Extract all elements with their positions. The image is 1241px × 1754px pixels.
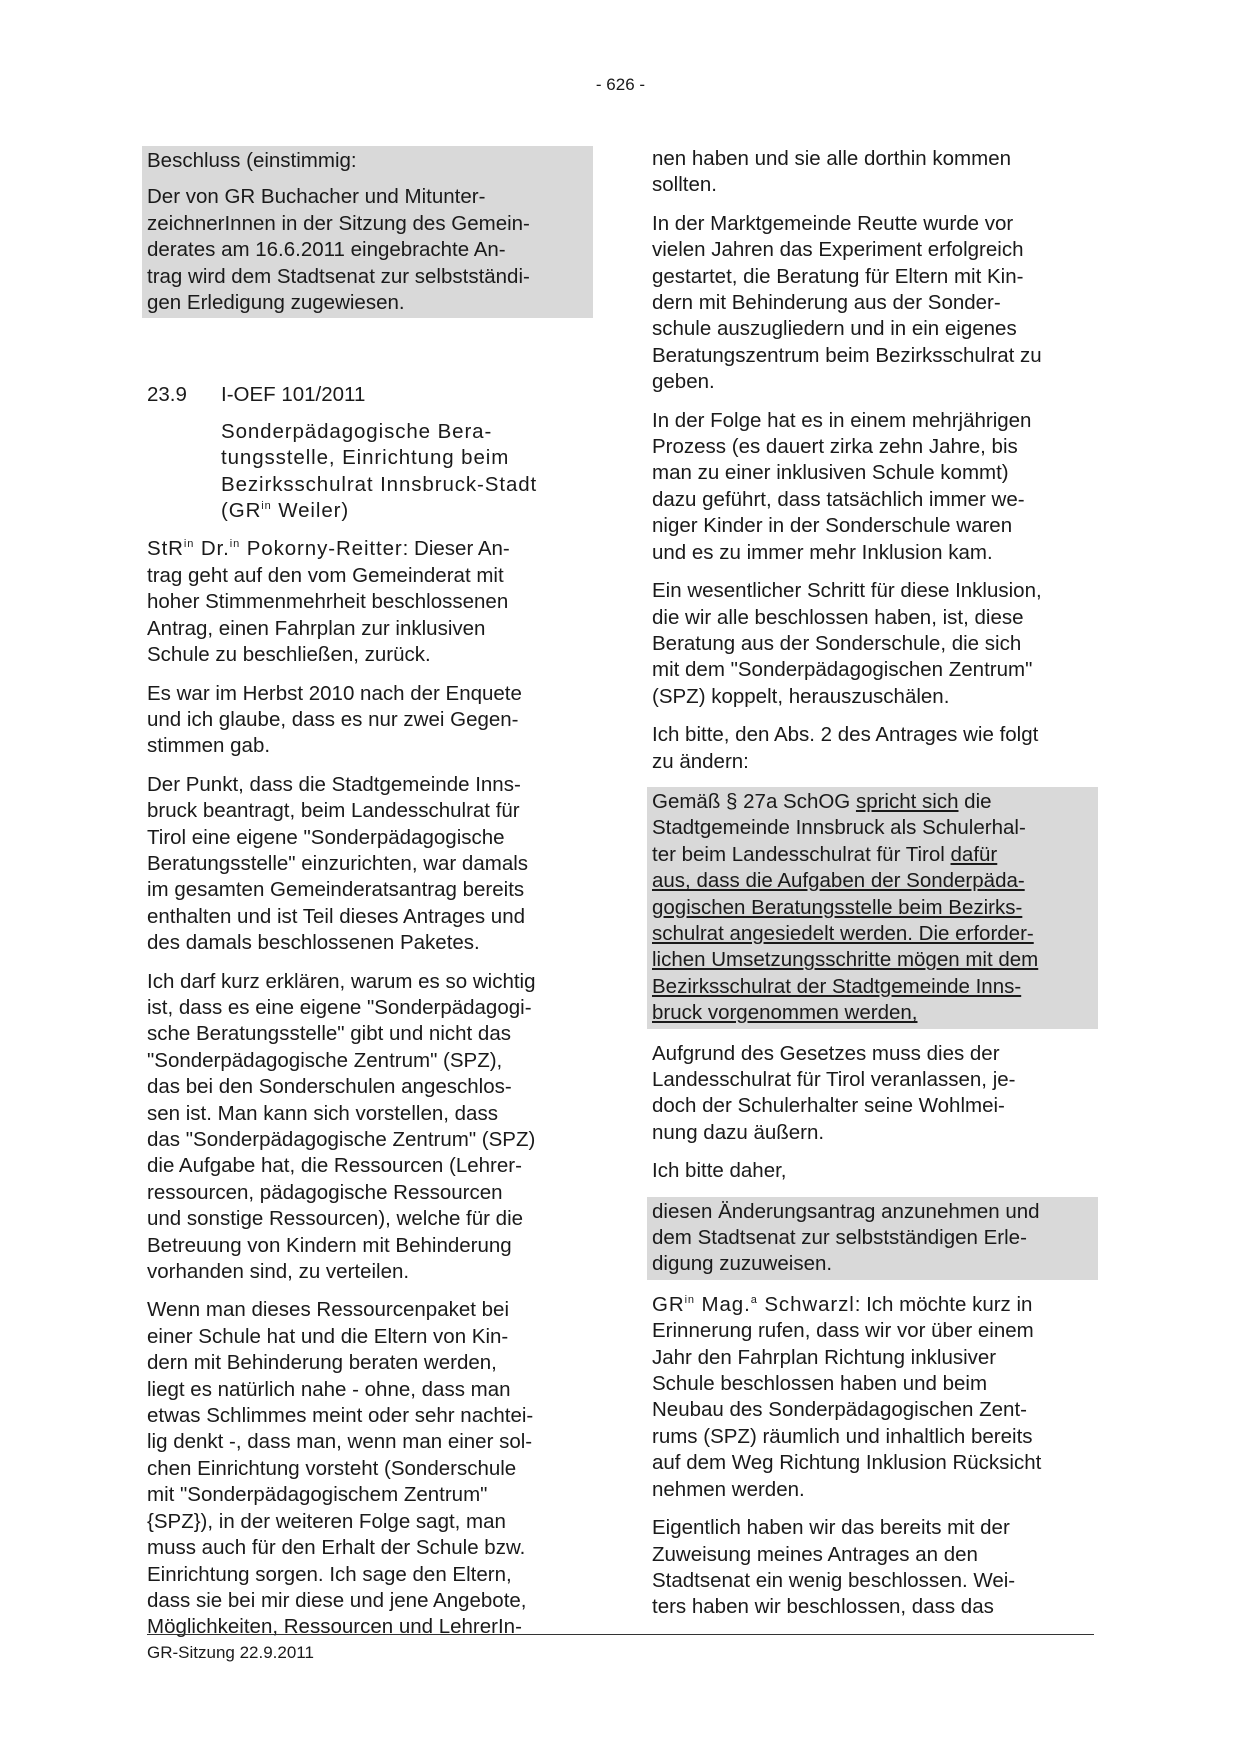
text-line: Ein wesentlicher Schritt für diese Inklusion, <box>652 579 1042 603</box>
text-line: gestartet, die Beratung für Eltern mit Kin- <box>652 264 1024 288</box>
text-line: nung dazu äußern. <box>652 1120 825 1144</box>
text-line: dern mit Behinderung aus der Sonder- <box>652 291 1001 315</box>
text-line: Tirol eine eigene "Sonderpädagogische <box>147 825 505 849</box>
text-line: (SPZ) koppelt, herauszuschälen. <box>652 684 950 708</box>
text-line: stimmen gab. <box>147 734 271 758</box>
decision-box <box>142 146 593 318</box>
text-line: vorhanden sind, zu verteilen. <box>147 1260 410 1284</box>
paragraph <box>652 211 1094 396</box>
paragraph <box>652 578 1094 710</box>
footer-text: GR-Sitzung 22.9.2011 <box>147 1643 314 1662</box>
text-line: sche Beratungsstelle" gibt und nicht das <box>147 1022 511 1046</box>
underlined-line: schulrat angesiedelt werden. Die erforder- <box>652 921 1034 945</box>
text-line: muss auch für den Erhalt der Schule bzw. <box>147 1536 526 1560</box>
text-line: liegt es natürlich nahe - ohne, dass man <box>147 1377 511 1401</box>
text-line: Beratung aus der Sonderschule, die sich <box>652 631 1022 655</box>
title-line: Sonderpädagogische Bera- <box>221 419 493 443</box>
text-line: trag wird dem Stadtsenat zur selbstständi- <box>147 264 530 288</box>
text-line: doch der Schulerhalter seine Wohlmei- <box>652 1094 1005 1118</box>
text-line: digung zuzuweisen. <box>652 1252 833 1276</box>
speaker-name: StR$^{in}$ Dr.$^{in}$ Pokorny-Reitter <box>147 537 403 561</box>
text-line: schule auszugliedern und in ein eigenes <box>652 317 1017 341</box>
text-line: Gemäß § 27a SchOG spricht sich die <box>652 789 992 813</box>
text-line: Der von GR Buchacher und Mitunter- <box>147 185 486 209</box>
text-line: bruck beantragt, beim Landesschulrat für <box>147 799 520 823</box>
decision-label: Beschluss (einstimmig: <box>147 149 357 172</box>
title-line: tungsstelle, Einrichtung beim <box>221 446 510 470</box>
text-line: hoher Stimmenmehrheit beschlossenen <box>147 590 509 614</box>
text-line: das "Sonderpädagogische Zentrum" (SPZ) <box>147 1128 536 1151</box>
underlined-line: gogischen Beratungsstelle beim Bezirks- <box>652 895 1023 919</box>
text-line: dazu geführt, dass tatsächlich immer we- <box>652 487 1025 511</box>
paragraph <box>147 969 589 1286</box>
text-line: Stadtgemeinde Innsbruck als Schulerhal- <box>652 816 1026 840</box>
text-line: {SPZ}), in der weiteren Folge sagt, man <box>147 1509 506 1533</box>
speaker-name: $GR^{in}$ Mag.$^a$ Schwarzl <box>652 1292 855 1316</box>
text-line: Es war im Herbst 2010 nach der Enquete <box>147 681 522 705</box>
paragraph <box>147 681 589 760</box>
amendment-box <box>647 787 1098 1029</box>
left-column <box>147 146 589 1653</box>
text-line: Beratungsstelle" einzurichten, war damals <box>147 851 529 875</box>
agenda-item-header <box>147 382 589 408</box>
text-line: gen Erledigung zugewiesen. <box>147 291 405 315</box>
paragraph <box>147 772 589 957</box>
text-line: geben. <box>652 370 715 394</box>
text-line: derates am 16.6.2011 eingebrachte An- <box>147 238 506 262</box>
text-line: Eigentlich haben wir das bereits mit der <box>652 1516 1010 1540</box>
text-line: ter beim Landesschulrat für Tirol dafür <box>652 842 998 866</box>
speaker-line: $GR^{in}$ Mag.$^a$ Schwarzl: Ich möchte kurz in <box>652 1292 1033 1316</box>
text-line: und sonstige Ressourcen), welche für die <box>147 1207 524 1231</box>
footer-divider <box>147 1634 1094 1635</box>
underlined-line: Bezirksschulrat der Stadtgemeinde Inns- <box>652 974 1022 998</box>
text-line: ist, dass es eine eigene "Sonderpädagogi- <box>147 995 532 1019</box>
paragraph <box>652 146 1094 199</box>
underlined-line: bruck vorgenommen werden, <box>652 1001 918 1025</box>
speaker-line: StR$^{in}$ Dr.$^{in}$ Pokorny-Reitter: Dieser An- <box>147 537 510 561</box>
text-line: nen haben und sie alle dorthin kommen <box>652 147 1011 170</box>
text-line: und es zu immer mehr Inklusion kam. <box>652 540 993 564</box>
request-box <box>647 1197 1098 1280</box>
text-line: Betreuung von Kindern mit Behinderung <box>147 1233 512 1257</box>
paragraph <box>652 1515 1094 1621</box>
text-line: lig denkt -, dass man, wenn man einer sol- <box>147 1430 533 1454</box>
text-line: Prozess (es dauert zirka zehn Jahre, bis <box>652 435 1018 459</box>
text-line: nehmen werden. <box>652 1477 805 1501</box>
text-line: Beratungszentrum beim Bezirksschulrat zu <box>652 343 1042 367</box>
text-line: Stadtsenat ein wenig beschlossen. Wei- <box>652 1568 1016 1592</box>
agenda-item-reference: I-OEF 101/2011 <box>221 383 366 407</box>
text-line: Aufgrund des Gesetzes muss dies der <box>652 1041 1000 1065</box>
text-line: Einrichtung sorgen. Ich sage den Eltern, <box>147 1562 512 1586</box>
text-line: chen Einrichtung vorsteht (Sonderschule <box>147 1456 517 1480</box>
paragraph <box>147 1297 589 1640</box>
text-line: des damals beschlossenen Paketes. <box>147 931 480 955</box>
paragraph: Ich bitte daher, <box>652 1159 787 1183</box>
text-line: diesen Änderungsantrag anzunehmen und <box>652 1199 1040 1223</box>
text-line: und ich glaube, dass es nur zwei Gegen- <box>147 707 519 731</box>
text-line: Jahr den Fahrplan Richtung inklusiver <box>652 1345 997 1369</box>
decision-text <box>147 184 589 316</box>
text-line: dern mit Behinderung beraten werden, <box>147 1351 497 1375</box>
text-line: etwas Schlimmes meint oder sehr nachtei- <box>147 1404 534 1428</box>
text-line: Neubau des Sonderpädagogischen Zent- <box>652 1398 1027 1422</box>
text-line: rums (SPZ) räumlich und inhaltlich bereits <box>652 1424 1033 1448</box>
text-line: ressourcen, pädagogische Ressourcen <box>147 1180 503 1204</box>
text-line: einer Schule hat und die Eltern von Kin- <box>147 1324 509 1348</box>
text-line: mit dem "Sonderpädagogischen Zentrum" <box>652 658 1033 682</box>
agenda-item-title <box>221 419 589 525</box>
text-line: zeichnerInnen in der Sitzung des Gemein- <box>147 211 530 235</box>
text-line: Zuweisung meines Antrages an den <box>652 1542 978 1566</box>
text-line: auf dem Weg Richtung Inklusion Rücksicht <box>652 1451 1042 1475</box>
text-line: trag geht auf den vom Gemeinderat mit <box>147 563 504 587</box>
text-line: "Sonderpädagogische Zentrum" (SPZ), <box>147 1048 503 1072</box>
paragraph <box>652 408 1094 566</box>
text-line: die wir alle beschlossen haben, ist, diese <box>652 605 1024 629</box>
right-column <box>652 146 1094 1633</box>
text-line: das bei den Sonderschulen angeschlos- <box>147 1075 512 1099</box>
underlined-line: aus, dass die Aufgaben der Sonderpäda- <box>652 869 1025 893</box>
agenda-item-number: 23.9 <box>147 383 187 407</box>
title-line: ($GR^{in}$ Weiler) <box>221 499 350 523</box>
page-number: - 626 - <box>595 75 646 94</box>
underlined-line: lichen Umsetzungsschritte mögen mit dem <box>652 948 1039 972</box>
text-line: Schule beschlossen haben und beim <box>652 1372 988 1396</box>
text-line: In der Marktgemeinde Reutte wurde vor <box>652 211 1014 235</box>
speech-paragraph <box>147 536 589 668</box>
text-line: im gesamten Gemeinderatsantrag bereits <box>147 878 525 902</box>
text-line: Ich bitte, den Abs. 2 des Antrages wie folgt <box>652 723 1039 747</box>
text-line: Ich darf kurz erklären, warum es so wichtig <box>147 969 536 993</box>
text-line: In der Folge hat es in einem mehrjährigen <box>652 408 1032 432</box>
text-line: dass sie bei mir diese und jene Angebote, <box>147 1588 527 1612</box>
text-line: die Aufgabe hat, die Ressourcen (Lehrer- <box>147 1154 522 1178</box>
text-line: Schule zu beschließen, zurück. <box>147 643 431 667</box>
text-line: man zu einer inklusiven Schule kommt) <box>652 461 1009 485</box>
paragraph <box>652 1041 1094 1147</box>
text-line: enthalten und ist Teil dieses Antrages und <box>147 904 525 928</box>
text-line: Wenn man dieses Ressourcenpaket bei <box>147 1298 509 1322</box>
text-line: mit "Sonderpädagogischem Zentrum" <box>147 1483 488 1507</box>
title-line: Bezirksschulrat Innsbruck-Stadt <box>221 472 538 496</box>
speech-paragraph <box>652 1292 1094 1503</box>
text-line: ters haben wir beschlossen, dass das <box>652 1595 994 1619</box>
text-line: Erinnerung rufen, dass wir vor über einem <box>652 1319 1034 1343</box>
text-line: Landesschulrat für Tirol veranlassen, je- <box>652 1068 1016 1091</box>
text-line: sen ist. Man kann sich vorstellen, dass <box>147 1101 498 1125</box>
paragraph <box>652 722 1094 775</box>
text-line: Möglichkeiten, Ressourcen und LehrerIn- <box>147 1615 522 1639</box>
text-line: zu ändern: <box>652 749 749 773</box>
text-line: Antrag, einen Fahrplan zur inklusiven <box>147 616 486 640</box>
text-line: sollten. <box>652 173 717 197</box>
text-line: Der Punkt, dass die Stadtgemeinde Inns- <box>147 772 521 796</box>
text-line: dem Stadtsenat zur selbstständigen Erle- <box>652 1226 1027 1250</box>
text-line: niger Kinder in der Sonderschule waren <box>652 514 1013 538</box>
text-line: vielen Jahren das Experiment erfolgreich <box>652 238 1024 262</box>
